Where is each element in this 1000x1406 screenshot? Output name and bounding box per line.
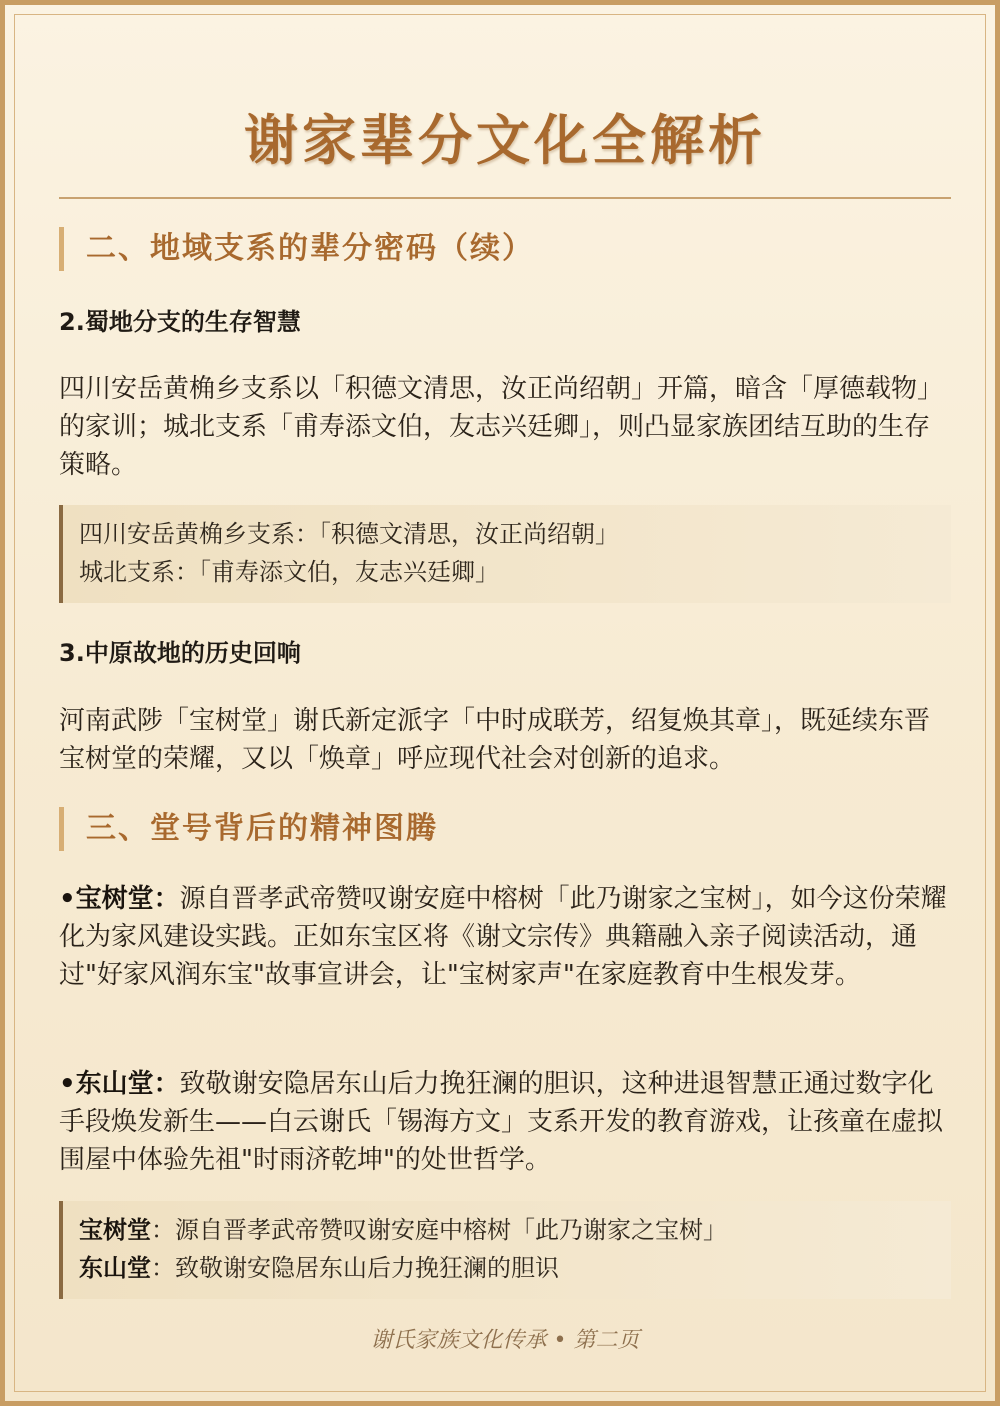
section-heading-hall-names: 三、堂号背后的精神图腾 (59, 807, 438, 851)
quote-line (79, 1211, 951, 1249)
subheading-shu-branch: 2.蜀地分支的生存智慧 (59, 308, 301, 336)
subheading-central-plains: 3.中原故地的历史回响 (59, 639, 301, 667)
quote-line: 四川安岳黄桷乡支系：「积德文清思，汝正尚绍朝」 (79, 520, 619, 548)
baoshu-text: 源自晋孝武帝赞叹谢安庭中榕树「此乃谢家之宝树」，如今这份荣耀化为家风建设实践。正如东宝区将《谢文宗传》典籍融入亲子阅读活动，通过"好家风润东宝"故事宣讲会，让"宝树家声"在家庭教育中生根发芽。 (59, 884, 947, 990)
quote-text: ：源自晋孝武帝赞叹谢安庭中榕树「此乃谢家之宝树」 (151, 1216, 727, 1244)
section-heading-regional: 二、地域支系的辈分密码（续） (59, 227, 534, 271)
quote-text: ：致敬谢安隐居东山后力挽狂澜的胆识 (151, 1254, 559, 1282)
dongshan-text: 致敬谢安隐居东山后力挽狂澜的胆识，这种进退智慧正通过数字化手段焕发新生——白云谢氏「锡海方文」支系开发的教育游戏，让孩童在虚拟围屋中体验先祖"时雨济乾坤"的处世哲学。 (59, 1069, 944, 1175)
paragraph-shu-branch: 四川安岳黄桷乡支系以「积德文清思，汝正尚绍朝」开篇，暗含「厚德载物」的家训；城北支系「甫寿添文伯，友志兴廷卿」，则凸显家族团结互助的生存策略。 (59, 374, 944, 480)
paragraph-baoshu-hall (59, 880, 951, 994)
quote-label: 东山堂 (79, 1254, 151, 1282)
title-divider (59, 197, 951, 199)
quote-line: 城北支系：「甫寿添文伯，友志兴廷卿」 (79, 558, 499, 586)
quote-box-halls (59, 1201, 951, 1299)
paragraph-dongshan-hall (59, 1065, 951, 1179)
page-footer: 谢氏家族文化传承 • 第二页 (370, 1328, 640, 1353)
dongshan-label: •东山堂： (59, 1069, 180, 1099)
page-title: 谢家辈分文化全解析 (244, 109, 766, 172)
baoshu-label: •宝树堂： (59, 884, 180, 914)
paragraph-central-plains: 河南武陟「宝树堂」谢氏新定派字「中时成联芳，绍复焕其章」，既延续东晋宝树堂的荣耀，又以「焕章」呼应现代社会对创新的追求。 (59, 706, 931, 774)
quote-label: 宝树堂 (79, 1216, 151, 1244)
quote-box-shu (59, 505, 951, 603)
quote-line (79, 1249, 951, 1287)
